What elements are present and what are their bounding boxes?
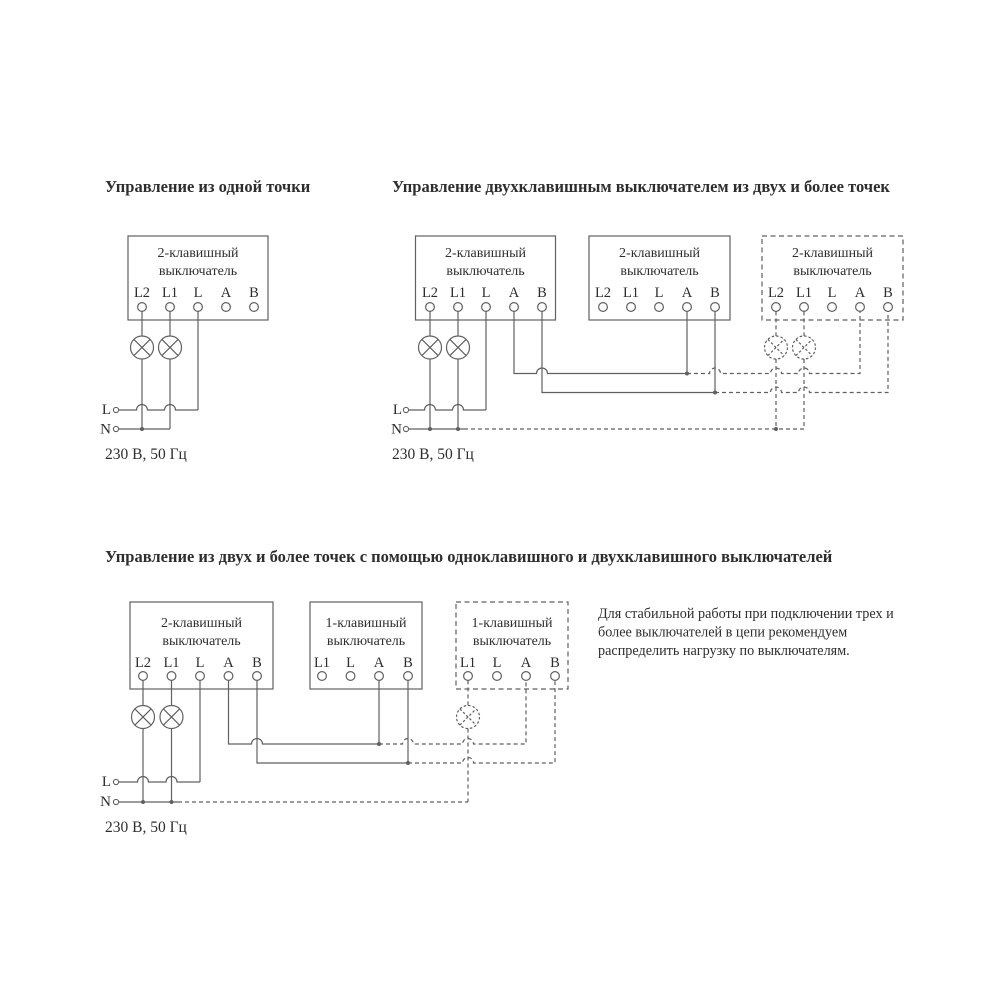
lamp-icon: [131, 336, 154, 359]
terminal-label: A: [508, 285, 520, 301]
terminal-circle: [655, 303, 664, 312]
bus-a-solid: [229, 680, 380, 744]
terminal-label: B: [710, 285, 720, 301]
terminal-label: L1: [161, 285, 179, 301]
terminal-label: L: [346, 655, 355, 671]
switch-box-optional: [456, 602, 568, 689]
terminal-circle: [250, 303, 259, 312]
lamp-icon: [419, 336, 442, 359]
terminal-label: B: [403, 655, 413, 671]
terminal-circle: [800, 303, 809, 312]
terminal-label: L: [492, 655, 502, 671]
neutral-source-node: [403, 426, 408, 431]
terminal-circle: [139, 672, 148, 681]
terminal-circle: [627, 303, 636, 312]
terminal-label: L: [195, 655, 205, 671]
section-title: Управление из одной точки: [105, 177, 311, 196]
terminal-circle: [404, 672, 413, 681]
terminal-circle: [346, 672, 355, 681]
terminal-circle: [426, 303, 435, 312]
switch-box: [128, 236, 268, 320]
diagram-mixed-multipoint: [100, 547, 894, 836]
lamp-icon-dashed: [765, 336, 788, 359]
terminal-label: B: [883, 285, 893, 301]
terminal-label: B: [252, 655, 262, 671]
junction-dot: [141, 800, 145, 804]
terminal-label: B: [249, 285, 259, 301]
note-line: более выключателей в цепи рекомендуем: [598, 624, 848, 641]
terminal-label: A: [373, 655, 385, 671]
section-title: Управление двухклавишным выключателем из двух и более точек: [392, 177, 890, 196]
switch-box: [416, 236, 556, 320]
neutral-label: N: [100, 794, 111, 810]
terminal-circle: [194, 303, 203, 312]
switch-label-line1: 1-клавишный: [471, 616, 553, 631]
terminal-label: L1: [795, 285, 813, 301]
terminal-label: L2: [767, 285, 785, 301]
supply-label: 230 В, 50 Гц: [105, 819, 187, 836]
lamp-icon: [159, 336, 182, 359]
note-line: Для стабильной работы при подключении трех и: [598, 606, 894, 622]
phase-label: L: [392, 402, 402, 418]
bus-b-solid: [257, 680, 408, 763]
switch-box-optional: [762, 236, 903, 320]
switch-label-line1: 2-клавишный: [445, 246, 526, 261]
terminal-label: L: [193, 285, 203, 301]
supply-label: 230 В, 50 Гц: [105, 446, 187, 463]
neutral-label: N: [100, 421, 111, 438]
terminal-circle: [551, 672, 560, 681]
terminal-circle: [167, 672, 176, 681]
switch-label-line1: 2-клавишный: [157, 246, 239, 261]
section-title: Управление из двух и более точек с помощью одноклавишного и двухклавишного выключателей: [105, 547, 833, 566]
switch-label-line2: выключатель: [162, 634, 241, 649]
phase-line: [119, 405, 198, 411]
terminal-circle: [772, 303, 781, 312]
terminal-circle: [482, 303, 491, 312]
terminal-circle: [856, 303, 865, 312]
supply-label: 230 В, 50 Гц: [392, 446, 474, 463]
phase-label: L: [101, 402, 111, 418]
lamp-icon: [132, 706, 155, 729]
phase-source-node: [403, 407, 408, 412]
terminal-circle: [884, 303, 893, 312]
wiring: [403, 311, 888, 431]
lamp-icon: [447, 336, 470, 359]
terminal-label: L: [654, 285, 664, 301]
switch-label-line2: выключатель: [793, 264, 872, 279]
terminal-label: A: [220, 285, 232, 301]
switch-label-line1: 1-клавишный: [325, 616, 407, 631]
terminal-circle: [138, 303, 147, 312]
switch-label-line2: выключатель: [620, 264, 699, 279]
junction-dot: [140, 427, 144, 431]
terminal-circle: [522, 672, 531, 681]
terminal-label: L: [481, 285, 491, 301]
terminal-circle: [510, 303, 519, 312]
bus-b-dashed: [715, 311, 888, 392]
terminal-circle: [599, 303, 608, 312]
terminal-circle: [454, 303, 463, 312]
neutral-source-node: [113, 426, 118, 431]
bus-a-dashed: [687, 311, 860, 373]
switch-box: [130, 602, 273, 689]
terminal-circle: [166, 303, 175, 312]
phase-source-node: [113, 407, 118, 412]
switch-label-line1: 2-клавишный: [792, 246, 873, 261]
switch-box: [310, 602, 422, 689]
junction-dot: [713, 391, 717, 395]
wiring: [113, 680, 555, 804]
lamp-icon-dashed: [793, 336, 816, 359]
terminal-circle: [253, 672, 262, 681]
terminal-label: L1: [449, 285, 467, 301]
junction-dot: [428, 427, 432, 431]
terminal-circle: [196, 672, 205, 681]
neutral-label: N: [391, 421, 402, 438]
switch-label-line2: выключатель: [446, 264, 525, 279]
lamp-icon-dashed: [457, 706, 480, 729]
phase-line: [119, 777, 200, 783]
terminal-label: A: [520, 655, 532, 671]
phase-label: L: [101, 774, 111, 790]
terminal-circle: [493, 672, 502, 681]
lamp-icon: [160, 706, 183, 729]
terminal-circle: [464, 672, 473, 681]
diagram-single-point: [100, 177, 311, 463]
junction-dot: [406, 761, 410, 765]
switch-label-line2: выключатель: [472, 634, 552, 649]
terminal-label: L2: [594, 285, 612, 301]
terminal-circle: [375, 672, 384, 681]
terminal-label: L1: [163, 655, 180, 671]
junction-dot: [377, 742, 381, 746]
junction-dot: [685, 372, 689, 376]
phase-line: [409, 405, 486, 411]
terminal-label: A: [223, 655, 234, 671]
diagram-two-gang-multipoint: [391, 177, 903, 463]
bus-a-dashed: [379, 680, 526, 744]
terminal-label: L2: [421, 285, 439, 301]
bus-a-solid: [514, 311, 687, 373]
terminal-label: L2: [134, 655, 152, 671]
terminal-circle: [828, 303, 837, 312]
terminal-label: A: [854, 285, 866, 301]
terminal-circle: [224, 672, 233, 681]
terminal-circle: [711, 303, 720, 312]
note-line: распределить нагрузку по выключателям.: [598, 643, 850, 659]
junction-dot: [774, 427, 778, 431]
bus-b-dashed: [408, 680, 555, 763]
terminal-label: L1: [459, 655, 477, 671]
junction-dot: [170, 800, 174, 804]
terminal-label: L: [827, 285, 837, 301]
switch-label-line1: 2-клавишный: [619, 246, 700, 261]
switch-label-line1: 2-клавишный: [161, 616, 242, 631]
terminal-label: L2: [133, 285, 151, 301]
terminal-label: L1: [622, 285, 640, 301]
switch-label-line2: выключатель: [326, 634, 406, 649]
terminal-circle: [538, 303, 547, 312]
terminal-label: B: [550, 655, 560, 671]
switch-label-line2: выключатель: [158, 264, 238, 279]
terminal-label: B: [537, 285, 547, 301]
switch-box: [589, 236, 730, 320]
junction-dot: [456, 427, 460, 431]
neutral-source-node: [113, 799, 118, 804]
terminal-circle: [222, 303, 231, 312]
terminal-label: L1: [313, 655, 331, 671]
bus-b-solid: [542, 311, 715, 392]
note: [598, 606, 894, 659]
wiring: [113, 311, 198, 431]
terminal-circle: [683, 303, 692, 312]
phase-source-node: [113, 779, 118, 784]
terminal-circle: [318, 672, 327, 681]
terminal-label: A: [681, 285, 693, 301]
